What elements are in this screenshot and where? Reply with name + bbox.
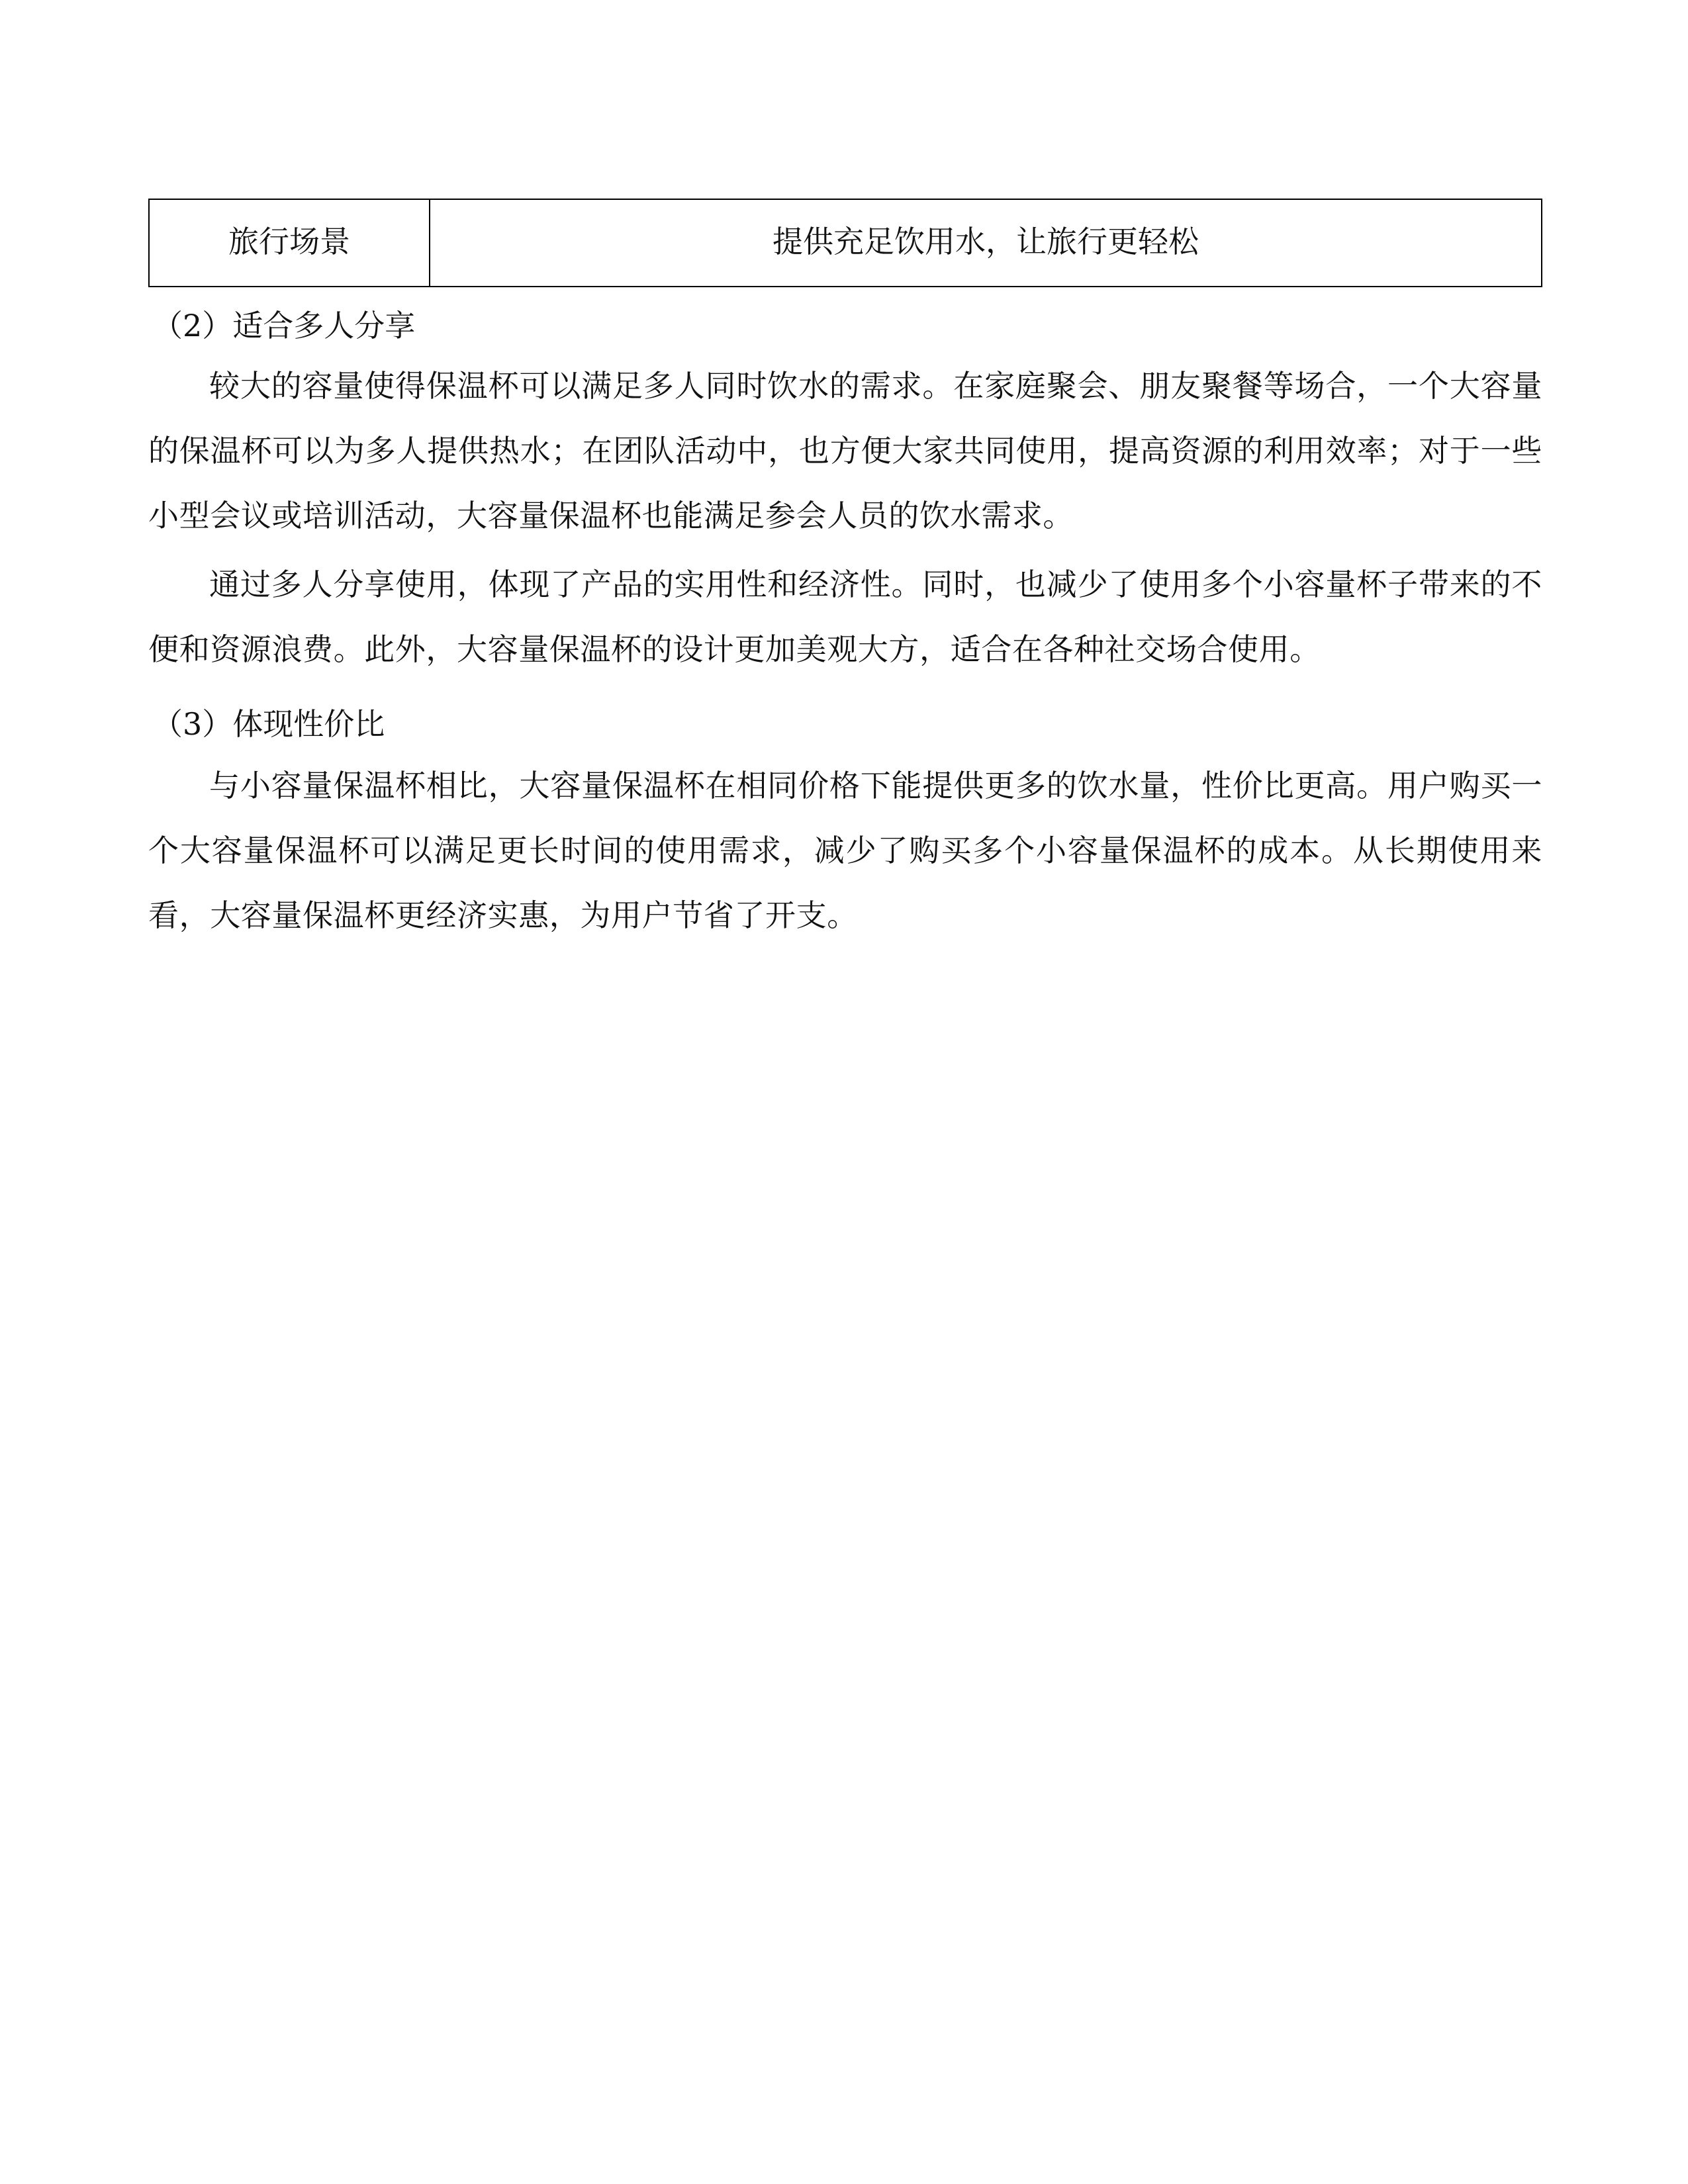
paragraph: 与小容量保温杯相比，大容量保温杯在相同价格下能提供更多的饮水量，性价比更高。用户购买一个大容量保温杯可以满足更长时间的使用需求，减少了购买多个小容量保温杯的成本。从长期使用来看，大容量保温杯更经济实惠，为用户节省了开支。 xyxy=(148,768,1542,933)
section-heading-value: （3）体现性价比 xyxy=(152,706,385,742)
document-page xyxy=(148,199,1542,948)
scene-cell: 旅行场景 xyxy=(149,199,430,287)
paragraph: 通过多人分享使用，体现了产品的实用性和经济性。同时，也减少了使用多个小容量杯子带来的不便和资源浪费。此外，大容量保温杯的设计更加美观大方，适合在各种社交场合使用。 xyxy=(148,567,1542,667)
scene-table xyxy=(148,199,1542,287)
section-heading-share: （2）适合多人分享 xyxy=(152,308,416,343)
paragraph: 较大的容量使得保温杯可以满足多人同时饮水的需求。在家庭聚会、朋友聚餐等场合，一个大容量的保温杯可以为多人提供热水；在团队活动中，也方便大家共同使用，提高资源的利用效率；对于一些小型会议或培训活动，大容量保温杯也能满足参会人员的饮水需求。 xyxy=(148,368,1542,533)
table-row xyxy=(149,199,1542,287)
description-cell: 提供充足饮用水，让旅行更轻松 xyxy=(430,199,1542,287)
